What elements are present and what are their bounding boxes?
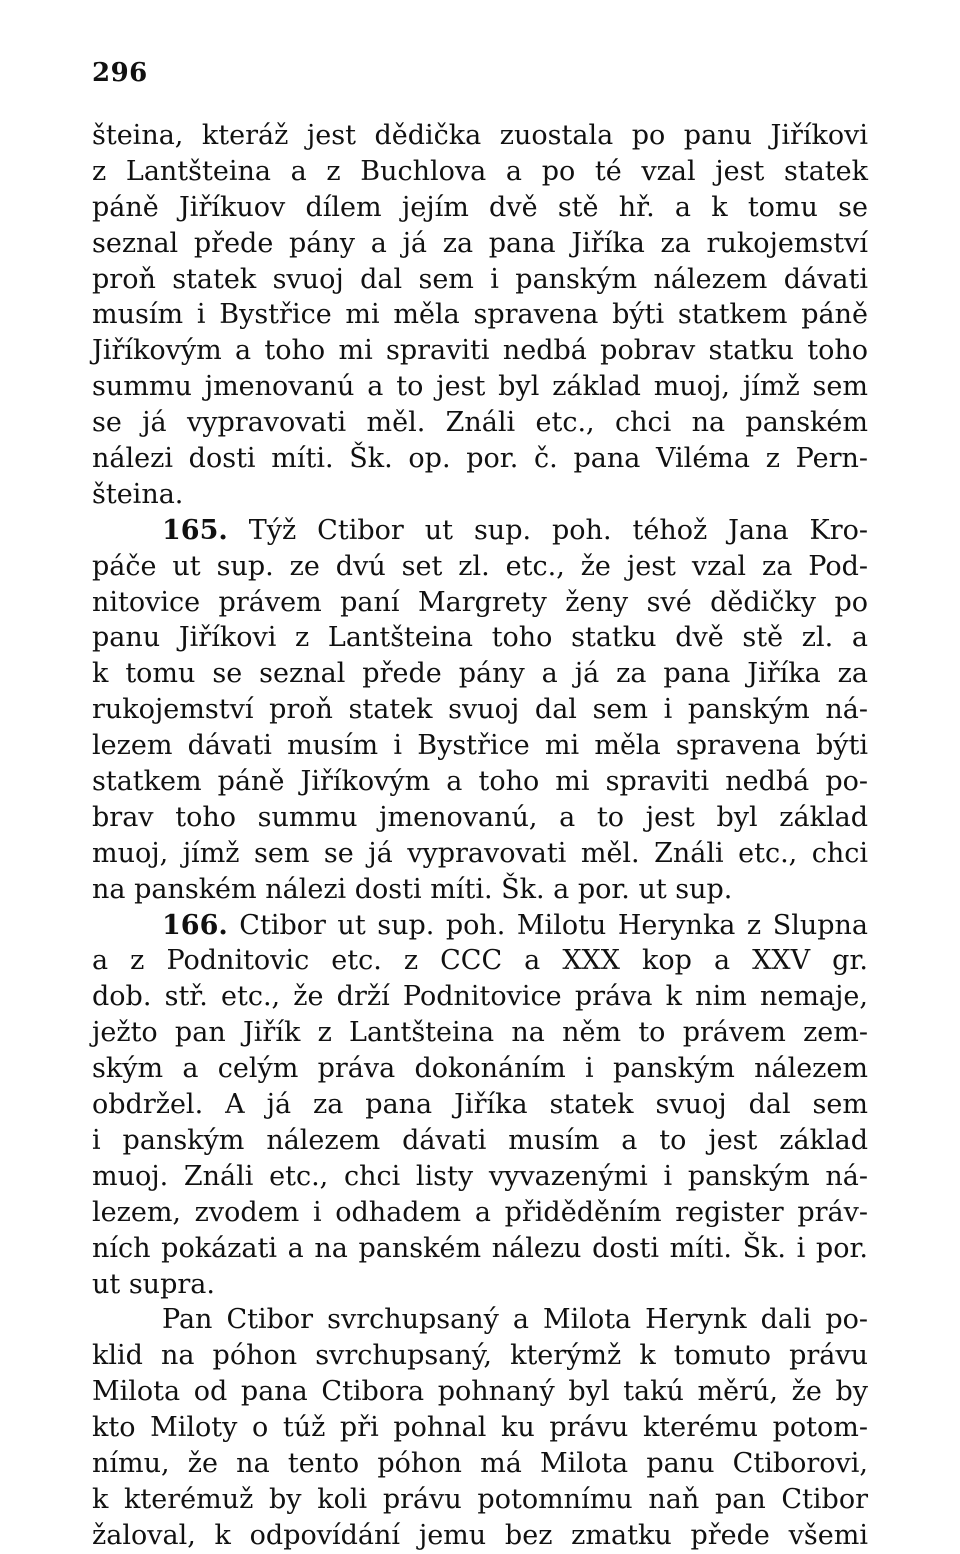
line-text: z Lantšteina a z Buchlova a po té vzal jest statek <box>92 155 868 187</box>
line-text: ským a celým práva dokonáním i panským nálezem <box>92 1053 868 1085</box>
text-line <box>92 1123 868 1159</box>
text-line <box>92 979 868 1015</box>
line-text: šteina. <box>92 478 184 510</box>
line-text: i panským nálezem dávati musím a to jest základ <box>92 1124 868 1156</box>
text-line <box>92 1302 868 1338</box>
line-text: šteina, kteráž jest dědička zuostala po panu Jiříkovi <box>92 120 868 151</box>
text-line <box>92 405 868 441</box>
text-line <box>92 118 868 154</box>
text-line <box>92 369 868 405</box>
text-line <box>92 1231 868 1267</box>
text-line <box>92 190 868 226</box>
line-text: na panském nálezi dosti míti. Šk. a por. ut sup. <box>92 873 733 905</box>
text-line <box>92 620 868 656</box>
text-line <box>92 226 868 262</box>
line-text: statkem páně Jiříkovým a toho mi spraviti nedbá po- <box>92 766 868 798</box>
line-text: nímu, že na tento póhon má Milota panu Ctiborovi, <box>92 1447 868 1479</box>
line-text: obdržel. A já za pana Jiříka statek svuoj dal sem <box>92 1089 868 1121</box>
text-line <box>92 764 868 800</box>
line-text: žaloval, k odpovídání jemu bez zmatku přede všemi <box>92 1519 868 1551</box>
text-line <box>92 1195 868 1231</box>
text-line <box>92 1087 868 1123</box>
line-text: a z Podnitovic etc. z CCC a XXX kop a XXV gr. <box>92 945 868 977</box>
text-line <box>92 1518 868 1554</box>
text-line <box>92 1482 868 1518</box>
text-line <box>92 585 868 621</box>
line-text: Týž Ctibor ut sup. poh. téhož Jana Kro- <box>227 514 868 546</box>
line-text: nitovice právem paní Margrety ženy své dědičky po <box>92 586 868 618</box>
text-line <box>92 154 868 190</box>
text-line <box>92 800 868 836</box>
line-text: Pan Ctibor svrchupsaný a Milota Herynk dali po- <box>162 1304 868 1336</box>
text-line <box>92 477 868 513</box>
text-line <box>92 908 868 944</box>
page-number: 296 <box>92 58 148 88</box>
line-text: kto Miloty o túž při pohnal ku právu kterému potom- <box>92 1412 868 1444</box>
text-line <box>92 1051 868 1087</box>
text-line <box>92 1159 868 1195</box>
body-text <box>92 118 868 1554</box>
text-line <box>92 333 868 369</box>
line-text: se já vypravovati měl. Ználi etc., chci na panském <box>92 407 868 439</box>
line-text: musím i Bystřice mi měla spravena býti statkem páně <box>92 299 868 331</box>
line-text: brav toho summu jmenovanú, a to jest byl základ <box>92 801 868 833</box>
text-line <box>92 262 868 298</box>
text-line <box>92 1267 868 1303</box>
text-line <box>92 943 868 979</box>
line-text: ních pokázati a na panském nálezu dosti míti. Šk. i por. <box>92 1232 868 1264</box>
text-line <box>92 872 868 908</box>
line-text: proň statek svuoj dal sem i panským nálezem dávati <box>92 263 868 295</box>
line-text: ježto pan Jiřík z Lantšteina na něm to právem zem- <box>92 1017 868 1049</box>
line-text: ut supra. <box>92 1268 215 1300</box>
line-text: lezem, zvodem i odhadem a přiděděním register práv- <box>92 1196 868 1228</box>
line-text: nálezi dosti míti. Šk. op. por. č. pana Viléma z Pern- <box>92 443 868 475</box>
text-line <box>92 1446 868 1482</box>
text-line <box>92 1374 868 1410</box>
text-line <box>92 513 868 549</box>
text-line <box>92 1015 868 1051</box>
line-text: panu Jiříkovi z Lantšteina toho statku dvě stě zl. a <box>92 622 868 654</box>
line-text: lezem dávati musím i Bystřice mi měla spravena býti <box>92 730 868 762</box>
line-text: summu jmenovanú a to jest byl základ muoj, jímž sem <box>92 371 868 403</box>
line-text: rukojemství proň statek svuoj dal sem i panským ná- <box>92 694 868 726</box>
entry-number: 165. <box>162 514 228 546</box>
line-text: klid na póhon svrchupsaný, kterýmž k tomuto právu <box>92 1340 868 1372</box>
text-line <box>92 441 868 477</box>
text-line <box>92 728 868 764</box>
line-text: muoj, jímž sem se já vypravovati měl. Ználi etc., chci <box>92 837 868 869</box>
line-text: muoj. Ználi etc., chci listy vyvazenými i panským ná- <box>92 1160 868 1192</box>
line-text: páně Jiříkuov dílem jejím dvě stě hř. a k tomu se <box>92 191 868 223</box>
text-line <box>92 1338 868 1374</box>
line-text: Jiříkovým a toho mi spraviti nedbá pobrav statku toho <box>92 335 868 367</box>
text-line <box>92 1410 868 1446</box>
line-text: Ctibor ut sup. poh. Milotu Herynka z Slupna <box>227 909 868 941</box>
text-line <box>92 692 868 728</box>
line-text: k tomu se seznal přede pány a já za pana Jiříka za <box>92 658 868 690</box>
line-text: seznal přede pány a já za pana Jiříka za rukojemství <box>92 227 868 259</box>
line-text: dob. stř. etc., že drží Podnitovice práva k nim nemaje, <box>92 981 868 1013</box>
line-text: Milota od pana Ctibora pohnaný byl takú měrú, že by <box>92 1376 868 1408</box>
text-line <box>92 297 868 333</box>
line-text: páče ut sup. ze dvú set zl. etc., že jest vzal za Pod- <box>92 550 868 582</box>
line-text: k kterémuž by koli právu potomnímu naň pan Ctibor <box>92 1483 868 1515</box>
entry-number: 166. <box>162 909 228 941</box>
text-line <box>92 836 868 872</box>
text-line <box>92 656 868 692</box>
text-line <box>92 549 868 585</box>
